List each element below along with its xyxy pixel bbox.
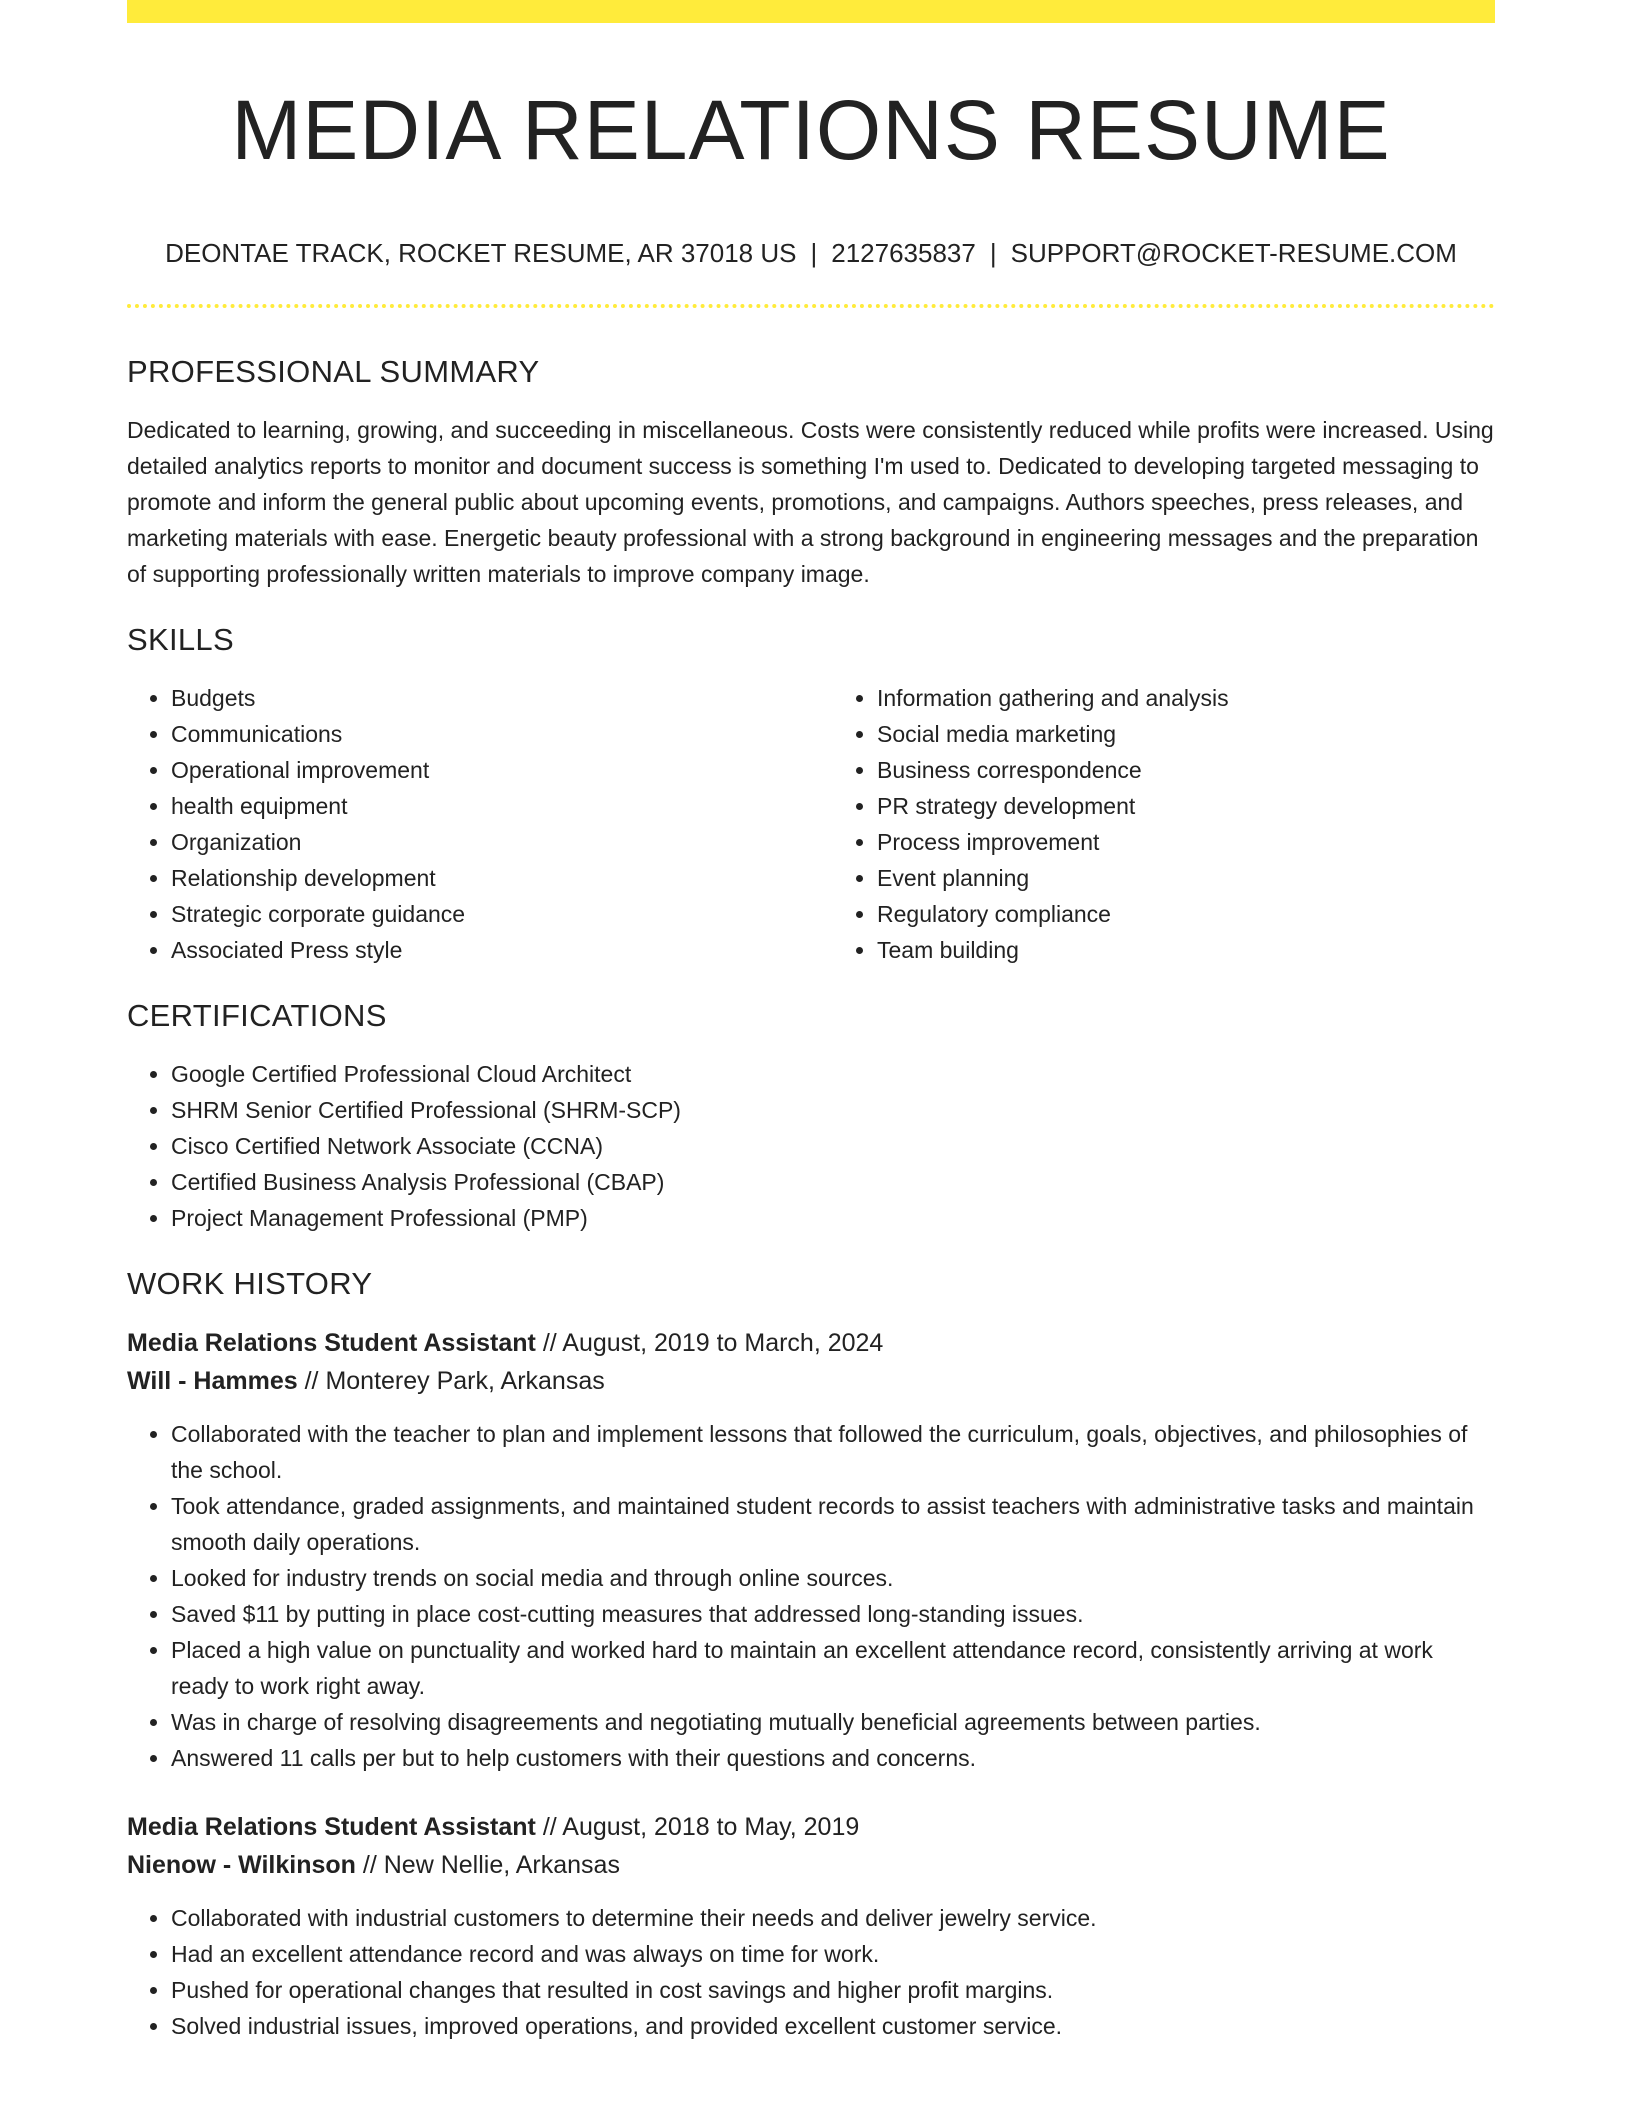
skill-item: • Organization (171, 824, 789, 860)
job-location: // Monterey Park, Arkansas (304, 1367, 605, 1395)
certification-item: • SHRM Senior Certified Professional (SHRM-SCP) (171, 1092, 1495, 1128)
dotted-divider (127, 304, 1495, 308)
job-dates: // August, 2018 to May, 2019 (542, 1813, 860, 1841)
job-bullet: • Took attendance, graded assignments, and maintained student records to assist teachers with administrative tasks and maintain smooth daily operations. (171, 1488, 1495, 1560)
accent-top-bar (127, 0, 1495, 23)
job-bullet: • Looked for industry trends on social media and through online sources. (171, 1560, 1495, 1596)
contact-address: DEONTAE TRACK, ROCKET RESUME, AR 37018 US (165, 238, 797, 268)
skill-item: • Strategic corporate guidance (171, 896, 789, 932)
resume-title: MEDIA RELATIONS RESUME (231, 83, 1391, 177)
job-bullet: • Solved industrial issues, improved operations, and provided excellent customer service. (171, 2008, 1495, 2044)
job-title: Media Relations Student Assistant (127, 1813, 536, 1841)
certification-item: • Google Certified Professional Cloud Architect (171, 1056, 1495, 1092)
job-entry (127, 1808, 1495, 2044)
work-history-heading: WORK HISTORY (127, 1266, 373, 1301)
skill-item: • Operational improvement (171, 752, 789, 788)
job-title-line (127, 1324, 1495, 1362)
skill-item: • PR strategy development (877, 788, 1495, 824)
job-title: Media Relations Student Assistant (127, 1329, 536, 1357)
job-bullet: • Collaborated with industrial customers to determine their needs and deliver jewelry service. (171, 1900, 1495, 1936)
job-company: Nienow - Wilkinson (127, 1851, 356, 1879)
job-title-line (127, 1808, 1495, 1846)
job-bullets (127, 1416, 1495, 1776)
contact-separator: | (989, 238, 997, 268)
skill-item: • Budgets (171, 680, 789, 716)
skill-item: • health equipment (171, 788, 789, 824)
skill-item: • Relationship development (171, 860, 789, 896)
certification-item: • Project Management Professional (PMP) (171, 1200, 1495, 1236)
skills-list-right (833, 680, 1495, 968)
job-bullets (127, 1900, 1495, 2044)
skill-item: • Regulatory compliance (877, 896, 1495, 932)
job-bullet: • Was in charge of resolving disagreements and negotiating mutually beneficial agreements between parties. (171, 1704, 1495, 1740)
job-entry (127, 1324, 1495, 1776)
skill-item: • Information gathering and analysis (877, 680, 1495, 716)
summary-heading: PROFESSIONAL SUMMARY (127, 354, 540, 389)
job-company-line (127, 1846, 1495, 1884)
skills-list-left (127, 680, 789, 968)
certifications-section (127, 996, 1495, 1236)
job-bullet: • Had an excellent attendance record and was always on time for work. (171, 1936, 1495, 1972)
job-location: // New Nellie, Arkansas (362, 1851, 620, 1879)
certification-item: • Certified Business Analysis Professional (CBAP) (171, 1164, 1495, 1200)
skill-item: • Associated Press style (171, 932, 789, 968)
skill-item: • Communications (171, 716, 789, 752)
skill-item: • Team building (877, 932, 1495, 968)
work-history-section (127, 1264, 1495, 2044)
contact-phone: 2127635837 (831, 238, 976, 268)
skills-heading: SKILLS (127, 622, 234, 657)
certifications-list (127, 1056, 1495, 1236)
resume-body (127, 352, 1495, 2044)
job-company-line (127, 1362, 1495, 1400)
summary-section (127, 352, 1495, 592)
job-bullet: • Collaborated with the teacher to plan and implement lessons that followed the curriculum, goals, objectives, and philosophies of the school. (171, 1416, 1495, 1488)
skill-item: • Process improvement (877, 824, 1495, 860)
skills-columns (127, 660, 1495, 968)
skill-item: • Social media marketing (877, 716, 1495, 752)
job-dates: // August, 2019 to March, 2024 (542, 1329, 884, 1357)
job-bullet: • Saved $11 by putting in place cost-cutting measures that addressed long-standing issues. (171, 1596, 1495, 1632)
contact-separator: | (810, 238, 818, 268)
certification-item: • Cisco Certified Network Associate (CCNA) (171, 1128, 1495, 1164)
skills-section (127, 620, 1495, 968)
summary-text: Dedicated to learning, growing, and succeeding in miscellaneous. Costs were consistently reduced while profits were increased. Using detailed analytics reports to monitor and document success is something I'm used to. Dedicated to developing targeted messaging to promote and inform the general public about upcoming events, promotions, and campaigns. Authors speeches, press releases, and marketing materials with ease. Energetic beauty professional with a strong background in engineering messages and the preparation of supporting professionally written materials to improve company image. (127, 417, 1494, 587)
job-bullet: • Answered 11 calls per but to help customers with their questions and concerns. (171, 1740, 1495, 1776)
contact-email: SUPPORT@ROCKET-RESUME.COM (1010, 238, 1457, 268)
job-bullet: • Pushed for operational changes that resulted in cost savings and higher profit margins. (171, 1972, 1495, 2008)
job-bullet: • Placed a high value on punctuality and worked hard to maintain an excellent attendance record, consistently arriving at work ready to work right away. (171, 1632, 1495, 1704)
certifications-heading: CERTIFICATIONS (127, 998, 387, 1033)
skill-item: • Business correspondence (877, 752, 1495, 788)
skill-item: • Event planning (877, 860, 1495, 896)
job-company: Will - Hammes (127, 1367, 298, 1395)
contact-line (127, 236, 1495, 270)
